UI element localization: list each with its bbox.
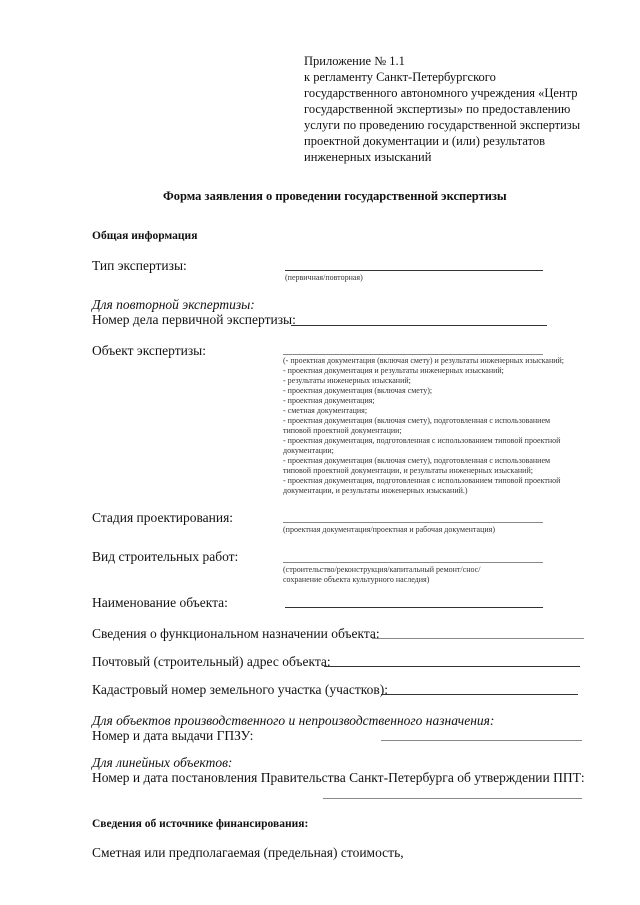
appendix-line: Приложение № 1.1 — [304, 54, 405, 68]
appendix-line: государственной экспертизы» по предоставлению — [304, 102, 571, 116]
exam-object-option: типовой проектной документации; — [283, 426, 402, 435]
exam-object-option: - проектная документация (включая смету), подготовленная с использованием — [283, 416, 551, 425]
work-type-field[interactable] — [283, 562, 543, 563]
exam-object-option: - результаты инженерных изысканий; — [283, 376, 411, 385]
exam-object-options — [283, 356, 564, 496]
exam-object-option: - проектная документация и результаты инженерных изысканий; — [283, 366, 504, 375]
repeat-exam-caption: Для повторной экспертизы: — [92, 297, 255, 312]
primary-case-number-label: Номер дела первичной экспертизы: — [92, 312, 296, 327]
form-title: Форма заявления о проведении государственной экспертизы — [163, 189, 507, 203]
function-field[interactable] — [372, 638, 584, 639]
exam-object-option: - проектная документация, подготовленная с использованием типовой проектной — [283, 436, 561, 445]
exam-object-option: - проектная документация, подготовленная с использованием типовой проектной — [283, 476, 561, 485]
exam-object-option: документации; — [283, 446, 334, 455]
function-label: Сведения о функциональном назначении объекта: — [92, 626, 380, 641]
appendix-line: государственного автономного учреждения «Центр — [304, 86, 578, 100]
exam-object-label: Объект экспертизы: — [92, 343, 206, 358]
cadastral-label: Кадастровый номер земельного участка (участков): — [92, 682, 389, 697]
exam-object-field[interactable] — [283, 354, 543, 355]
exam-object-option: - сметная документация; — [283, 406, 368, 415]
exam-object-option: документации, и результаты инженерных изысканий.) — [283, 486, 468, 495]
work-type-hint-line2: сохранение объекта культурного наследия) — [283, 575, 430, 584]
exam-type-field[interactable] — [285, 270, 543, 271]
appendix-line: проектной документации и (или) результатов — [304, 134, 546, 148]
primary-case-number-field[interactable] — [291, 325, 547, 326]
cost-label: Сметная или предполагаемая (предельная) стоимость, — [92, 845, 404, 860]
appendix-header — [304, 53, 580, 165]
address-label: Почтовый (строительный) адрес объекта: — [92, 654, 331, 669]
work-type-hint-line1: (строительство/реконструкция/капитальный ремонт/снос/ — [283, 565, 481, 574]
gpzu-field[interactable] — [381, 740, 582, 741]
production-objects-caption: Для объектов производственного и непроизводственного назначения: — [92, 713, 495, 728]
appendix-line: к регламенту Санкт-Петербургского — [304, 70, 496, 84]
ppt-decree-label: Номер и дата постановления Правительства Санкт-Петербурга об утверждении ППТ: — [92, 770, 585, 785]
exam-type-label: Тип экспертизы: — [92, 258, 187, 273]
object-name-label: Наименование объекта: — [92, 595, 228, 610]
design-stage-hint: (проектная документация/проектная и рабочая документация) — [283, 525, 495, 534]
exam-object-option: - проектная документация; — [283, 396, 375, 405]
ppt-decree-field[interactable] — [323, 798, 582, 799]
exam-object-option: - проектная документация (включая смету); — [283, 386, 433, 395]
object-name-field[interactable] — [285, 607, 543, 608]
appendix-line: инженерных изысканий — [304, 150, 432, 164]
gpzu-label: Номер и дата выдачи ГПЗУ: — [92, 728, 254, 743]
exam-object-option: (- проектная документация (включая смету) и результаты инженерных изысканий; — [283, 356, 565, 365]
financing-heading: Сведения об источнике финансирования: — [92, 818, 309, 830]
design-stage-label: Стадия проектирования: — [92, 510, 234, 525]
cadastral-field[interactable] — [381, 694, 578, 695]
exam-object-option: - проектная документация (включая смету), подготовленная с использованием — [283, 456, 551, 465]
exam-type-hint: (первичная/повторная) — [285, 273, 363, 282]
appendix-line: услуги по проведению государственной экспертизы — [304, 118, 581, 132]
work-type-label: Вид строительных работ: — [92, 549, 239, 564]
linear-objects-caption: Для линейных объектов: — [92, 755, 233, 770]
exam-object-option: типовой проектной документации, и результаты инженерных изысканий; — [283, 466, 533, 475]
design-stage-field[interactable] — [283, 522, 543, 523]
general-info-heading: Общая информация — [92, 230, 198, 242]
address-field[interactable] — [324, 666, 580, 667]
